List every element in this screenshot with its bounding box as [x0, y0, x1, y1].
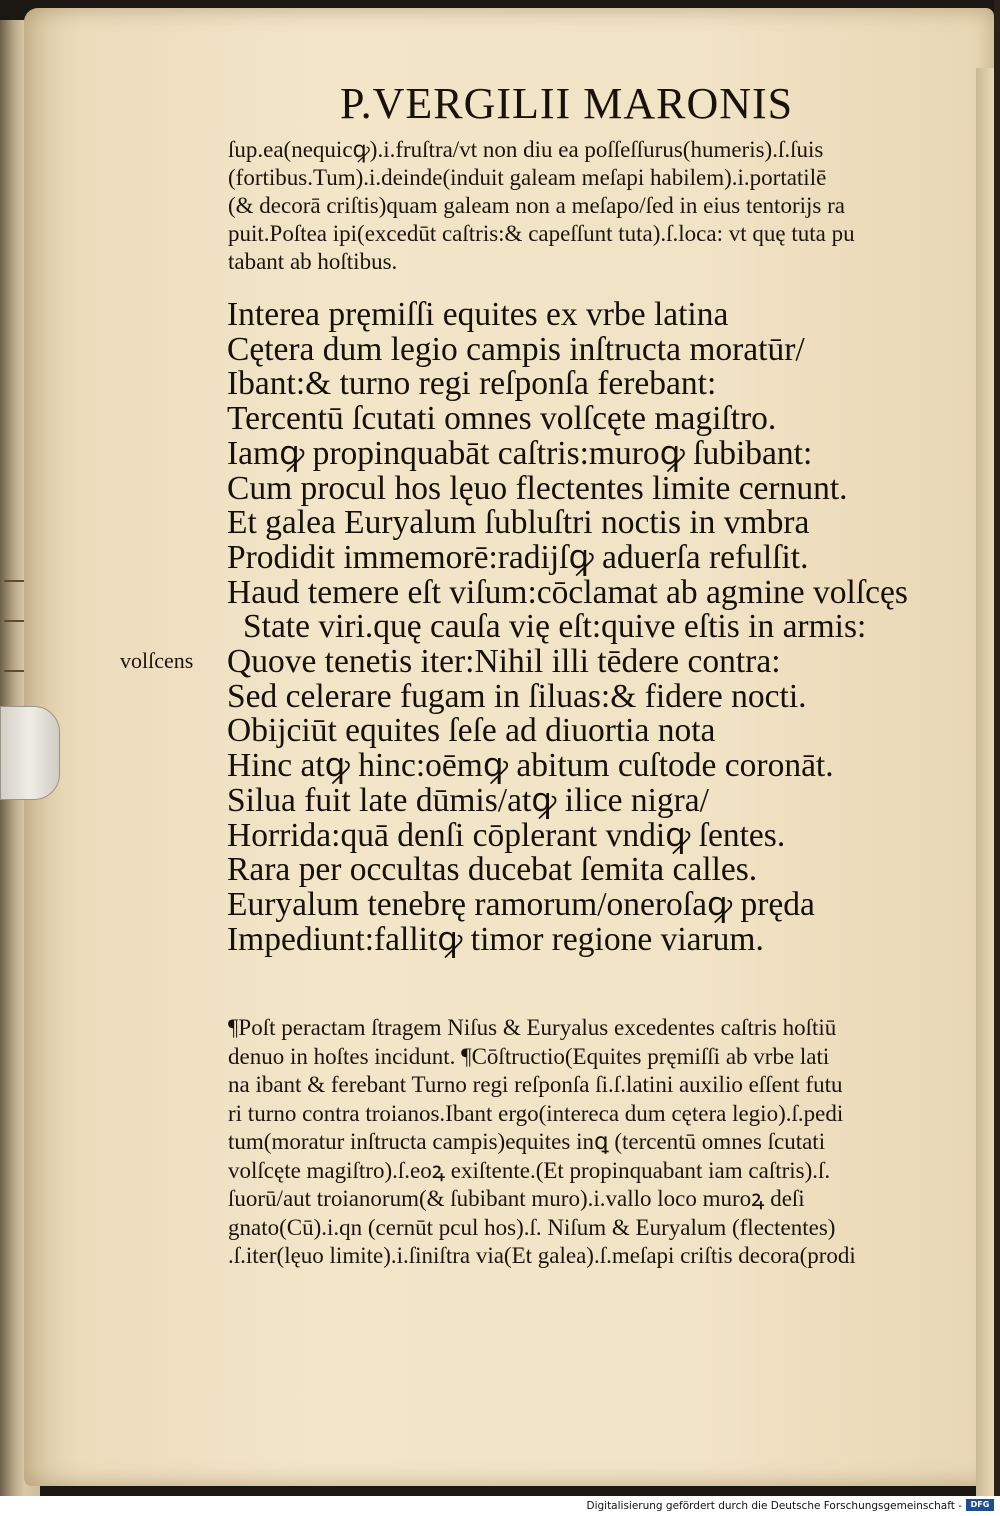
commentary-line: tum(moratur inſtructa campis)equites inꝗ (tercentū omnes ſcutati [228, 1129, 826, 1154]
verse-line: Prodidit immemorē:radijſꝙ aduerſa refulſit. [227, 538, 809, 576]
verse-line: Cętera dum legio campis inſtructa moratūr/ [227, 330, 805, 368]
verse-line: Obijciūt equites ſeſe ad diuortia nota [227, 712, 716, 750]
commentary-bottom [228, 1014, 933, 1271]
margin-mark [4, 580, 26, 582]
marginal-note: volſcens [120, 648, 194, 673]
verse-line: Interea pręmiſſi equites ex vrbe latina [227, 296, 729, 333]
verse-line: Sed celerare fugam in ſiluas:& fidere nocti. [227, 677, 807, 715]
margin-mark [4, 620, 26, 622]
page-clip [0, 706, 60, 800]
verse-line: Ibant:& turno regi reſponſa ferebant: [227, 365, 717, 403]
verse-line: Euryalum tenebrę ramorum/oneroſaꝙ pręda [227, 885, 815, 923]
verse-line: Iamꝙ propinquabāt caſtris:muroꝙ ſubibant: [227, 434, 813, 472]
fold-strip [994, 0, 1000, 1496]
commentary-line: ſup.ea(nequicꝙ).i.fruſtra/vt non diu ea poſſeſſurus(humeris).ſ.ſuis [228, 137, 824, 162]
commentary-line: tabant ab hoſtibus. [228, 249, 398, 274]
verse-line: Silua fuit late dūmis/atꝙ ilice nigra/ [227, 781, 709, 819]
book-page [24, 8, 994, 1486]
commentary-line: ri turno contra troianos.Ibant ergo(intereca dum cętera legio).ſ.pedi [228, 1100, 844, 1126]
commentary-top [228, 136, 933, 276]
dfg-logo-icon: DFG [966, 1499, 994, 1511]
commentary-line: na ibant & ferebant Turno regi reſponſa ſi.ſ.latini auxilio eſſent futu [228, 1072, 843, 1097]
verse-line: Et galea Euryalum ſubluſtri noctis in vmbra [227, 504, 810, 542]
footer [0, 1496, 1000, 1516]
margin-mark [4, 670, 26, 672]
commentary-line: (fortibus.Tum).i.deinde(induit galeam meſapi habilem).i.portatilē [228, 165, 827, 190]
commentary-line: ſuorū/aut troianorum(& ſubibant muro).i.vallo loco muroꝝ deſi [228, 1186, 805, 1211]
verse-block [227, 298, 932, 957]
verse-line: Rara per occultas ducebat ſemita calles. [227, 851, 758, 889]
verse-line: Hinc atꝙ hinc:oēmꝙ abitum cuſtode coronāt. [227, 747, 834, 785]
verse-line: Impediunt:fallitꝙ timor regione viarum. [227, 920, 764, 958]
verse-line: Tercentū ſcutati omnes volſcęte magiſtro. [227, 400, 777, 438]
verse-line: Horrida:quā denſi cōplerant vndiꝙ ſentes. [227, 816, 786, 854]
verse-line: Quove tenetis iter:Nihil illi tēdere contra: [227, 643, 781, 681]
commentary-line: denuo in hoſtes incidunt. ¶Cōſtructio(Equites pręmiſſi ab vrbe lati [228, 1043, 830, 1069]
verse-line: State viri.quę cauſa vię eſt:quive eſtis in armis: [243, 608, 867, 646]
footer-credit: Digitalisierung gefördert durch die Deutsche Forschungsgemeinschaft - [586, 1500, 962, 1512]
right-page-strip [976, 68, 994, 1496]
commentary-line: gnato(Cū).i.qn (cernūt pcul hos).ſ. Niſum & Euryalum (flectentes) [228, 1214, 836, 1240]
verse-line: Haud temere eſt viſum:cōclamat ab agmine volſcęs [227, 573, 908, 611]
running-head: P.VERGILII MARONIS [340, 79, 794, 128]
commentary-line: volſcęte magiſtro).ſ.eoꝝ exiſtente.(Et propinquabant iam caſtris).ſ. [228, 1157, 831, 1183]
commentary-line: .ſ.iter(lęuo limite).i.ſiniſtra via(Et galea).ſ.meſapi criſtis decora(prodi [228, 1243, 856, 1268]
commentary-line: ¶Poſt peractam ſtragem Niſus & Euryalus excedentes caſtris hoſtiū [228, 1015, 837, 1040]
verse-line: Cum procul hos lęuo flectentes limite cernunt. [227, 469, 848, 507]
commentary-line: (& decorā criſtis)quam galeam non a meſapo/ſed in eius tentorijs ra [228, 193, 845, 218]
commentary-line: puit.Poſtea ipi(excedūt caſtris:& capeſſunt tuta).ſ.loca: vt quę tuta pu [228, 221, 855, 246]
